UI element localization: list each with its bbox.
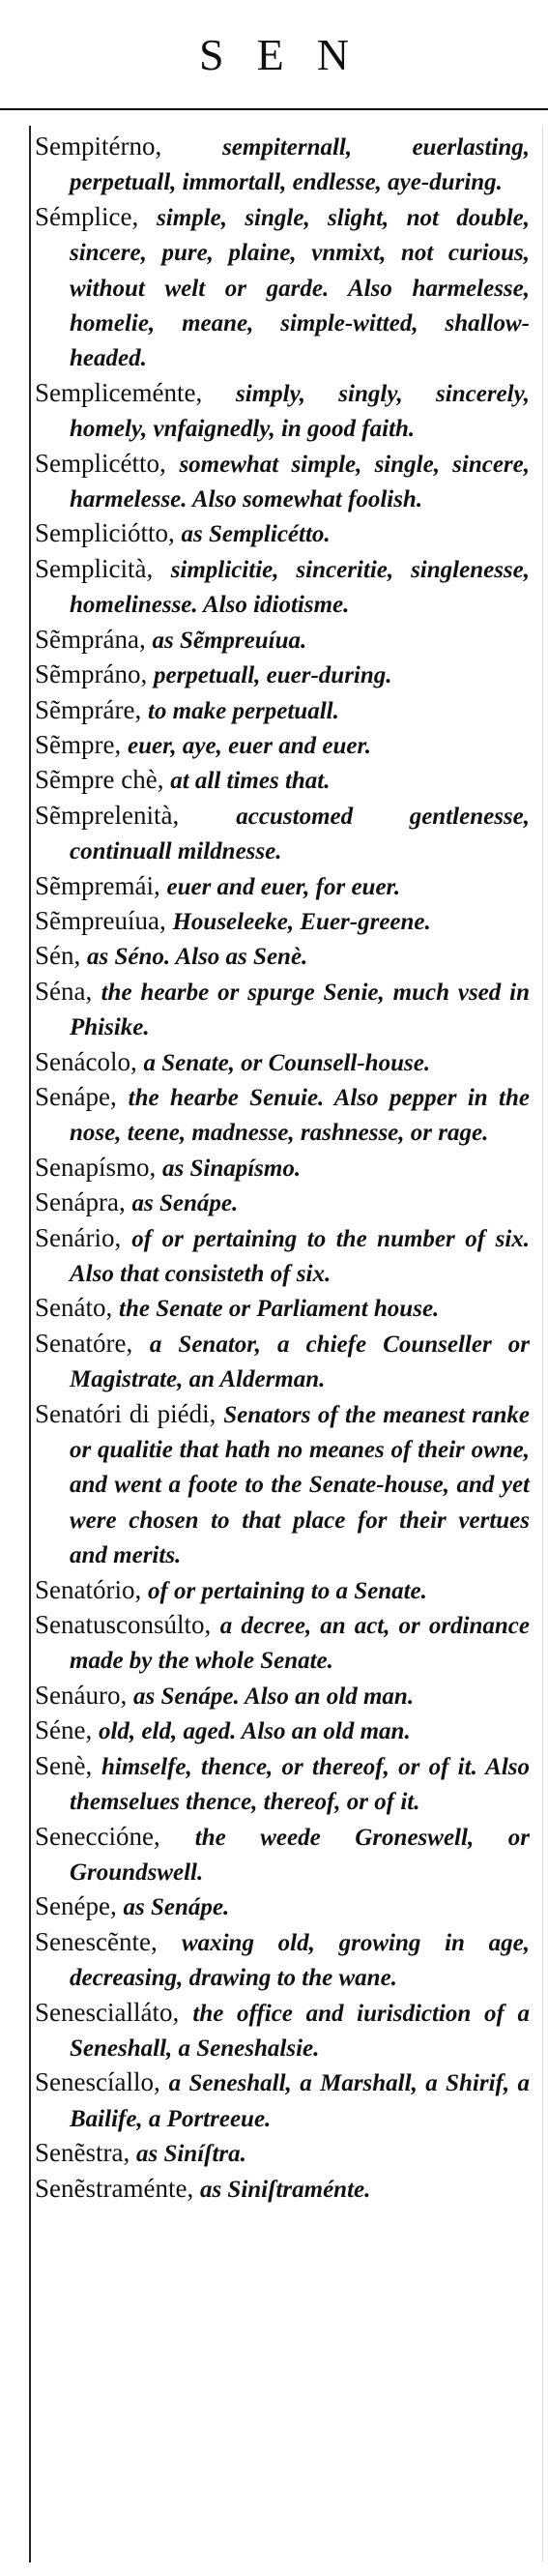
entry-definition: the weede Groneswell, or Groundswell. [70,1824,530,1886]
dictionary-entry [35,693,530,728]
entry-definition: as Semplicétto. [181,521,331,548]
entry-definition: the Senate or Parliament house. [119,1296,440,1323]
entry-headword: Sẽmprelenità, [35,800,180,830]
dictionary-entry [35,1291,530,1326]
entry-headword: Séne, [35,1715,93,1745]
dictionary-entry [35,904,530,939]
dictionary-entry [35,1820,530,1890]
entry-definition: as Senápe. [131,1190,239,1217]
entry-definition: as Sinapísmo. [162,1155,302,1182]
entry-headword: Seneccióne, [35,1821,160,1851]
dictionary-entry [35,975,530,1045]
entry-definition: of or pertaining to a Senate. [147,1577,427,1604]
entry-definition: as Siniſtraménte. [199,2176,371,2203]
entry-headword: Sémplice, [35,201,139,231]
entry-definition: as Siníſtra. [135,2141,246,2168]
dictionary-entry [35,376,530,447]
entry-headword: Senário, [35,1222,122,1252]
entry-list [31,126,534,2207]
entry-headword: Séna, [35,976,93,1006]
entry-headword: Senatóri di piédi, [35,1398,216,1428]
dictionary-entry [35,1045,530,1080]
dictionary-entry [35,1713,530,1748]
entry-definition: simple, single, slight, not double, sincere, pure, plaine, vnmixt, not curious, without welt or garde. Also harmelesse, homelie, meane, simple-witted, shallow-headed. [70,204,530,372]
entry-definition: at all times that. [170,768,331,795]
entry-headword: Sẽmpráre, [35,694,142,724]
entry-headword: Senatório, [35,1574,142,1604]
dictionary-entry [35,447,530,517]
entry-definition: himselfe, thence, or thereof, or of it. Also themselues thence, thereof, or of it. [70,1753,530,1816]
dictionary-entry [35,763,530,798]
entry-definition: to make perpetuall. [147,697,339,724]
dictionary-entry [35,1327,530,1397]
entry-definition: a Seneshall, a Marshall, a Shirif, a Bailife, a Portreeue. [70,2070,531,2132]
entry-headword: Senápra, [35,1187,126,1217]
entry-headword: Sẽmpreuíua, [35,905,166,935]
entry-definition: as Senápe. [123,1894,230,1921]
dictionary-entry [35,1080,530,1151]
entry-headword: Sẽmpráno, [35,659,148,689]
entry-headword: Senápe, [35,1081,117,1111]
dictionary-entry [35,869,530,904]
entry-headword: Sẽmprána, [35,624,146,654]
entry-definition: a Senator, a chiefe Counseller or Magistrate, an Alderman. [70,1331,531,1393]
entry-definition: waxing old, growing in age, decreasing, drawing to the wane. [70,1929,531,1992]
dictionary-entry [35,1608,530,1679]
dictionary-entry [35,658,530,692]
dictionary-entry [35,2136,530,2171]
entry-headword: Semplicétto, [35,448,166,478]
entry-headword: Senẽstraménte, [35,2173,194,2203]
dictionary-entry [35,1679,530,1713]
dictionary-entry [35,2065,530,2136]
entry-definition: of or pertaining to the number of six. Also that consisteth of six. [70,1225,531,1287]
entry-headword: Senácolo, [35,1046,137,1076]
entry-definition: old, eld, aged. Also an old man. [98,1718,411,1745]
entry-headword: Sempliciótto, [35,518,175,548]
entry-definition: a decree, an act, or ordinance made by the whole Senate. [70,1613,530,1675]
entry-headword: Senatusconsúlto, [35,1610,212,1640]
entry-definition: euer and euer, for euer. [166,873,401,900]
dictionary-entry [35,1397,530,1573]
entry-definition: Senators of the meanest ranke or qualitie that hath no meanes of their owne, and went a foote to the Senate-house, and yet were chosen to that place for their vertues and merits. [70,1401,530,1569]
entry-headword: Senáuro, [35,1680,128,1710]
dictionary-entry [35,1925,530,1996]
page-header [0,0,548,110]
entry-headword: Senescialláto, [35,1997,180,2027]
dictionary-entry [35,1889,530,1924]
entry-definition: a Senate, or Counsell-house. [143,1049,431,1076]
entry-definition: as Senápe. Also an old man. [132,1683,415,1710]
entry-definition: as Séno. Also as Senè. [87,944,308,971]
entry-headword: Sẽmpre chè, [35,765,164,795]
entry-definition: simply, singly, sincerely, homely, vnfaignedly, in good faith. [70,380,531,443]
dictionary-entry [35,1996,530,2066]
dictionary-entry [35,1221,530,1292]
entry-headword: Sempitérno, [35,132,162,161]
entry-definition: euer, aye, euer and euer. [127,732,372,759]
entry-definition: the hearbe or spurge Senie, much vsed in Phisike. [70,979,530,1041]
dictionary-entry [35,1573,530,1608]
dictionary-entry [35,728,530,763]
dictionary-entry [35,799,530,869]
dictionary-entry [35,2172,530,2207]
dictionary-entry [35,130,530,200]
entry-definition: somewhat simple, single, sincere, harmelesse. Also somewhat foolish. [70,451,530,513]
page-title: SEN [199,29,382,79]
dictionary-entry [35,552,530,623]
entry-headword: Senáto, [35,1293,113,1323]
dictionary-entry [35,1151,530,1186]
entry-definition: as Sẽmpreuíua. [152,627,307,654]
entry-headword: Sẽmpremái, [35,870,160,900]
entry-definition: Houseleeke, Euer-greene. [172,908,431,935]
dictionary-entry [35,623,530,658]
entry-headword: Senépe, [35,1891,117,1921]
column-divider [542,126,543,2562]
entry-headword: Sempliceménte, [35,377,203,407]
entry-headword: Sén, [35,941,81,971]
dictionary-column [29,126,543,2562]
entry-definition: the office and iurisdiction of a Seneshall, a Seneshalsie. [70,2000,530,2062]
entry-headword: Senescẽnte, [35,1926,158,1956]
entry-headword: Senatóre, [35,1328,133,1358]
entry-definition: accustomed gentlenesse, continuall mildnesse. [70,803,530,865]
entry-headword: Senescíallo, [35,2067,160,2097]
entry-definition: perpetuall, euer-during. [153,662,392,689]
dictionary-entry [35,939,530,974]
entry-headword: Senè, [35,1750,93,1780]
dictionary-entry [35,200,530,376]
entry-definition: sempiternall, euerlasting, perpetuall, immortall, endlesse, aye-during. [70,134,530,196]
entry-definition: the hearbe Senuie. Also pepper in the nose, teene, madnesse, rashnesse, or rage. [70,1084,531,1147]
dictionary-entry [35,516,530,551]
entry-headword: Sẽmpre, [35,729,122,759]
dictionary-entry [35,1186,530,1220]
entry-headword: Senapísmo, [35,1152,157,1182]
dictionary-entry [35,1749,530,1820]
entry-headword: Semplicità, [35,553,154,583]
entry-headword: Senẽstra, [35,2138,130,2168]
entry-definition: simplicitie, sinceritie, singlenesse, homelinesse. Also idiotisme. [70,556,530,619]
